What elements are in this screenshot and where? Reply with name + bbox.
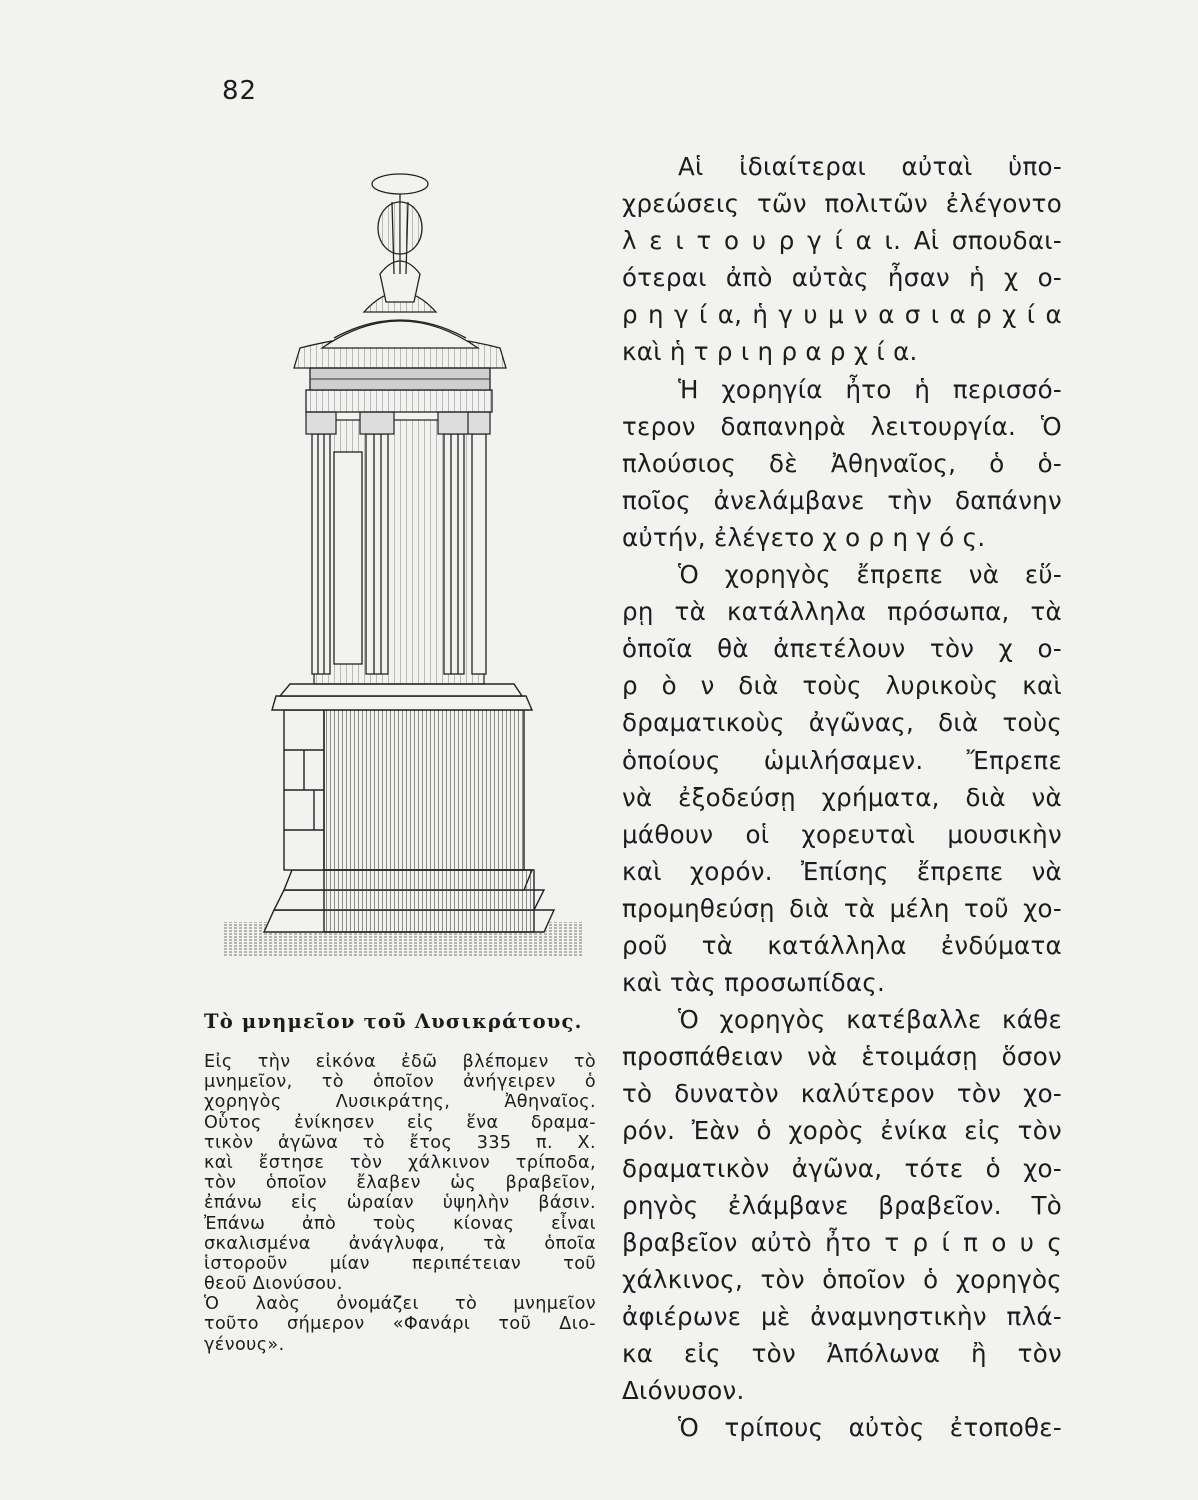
body-line: ρόν. Ἐὰν ὁ χορὸς ἐνίκα εἰς τὸν — [622, 1116, 1062, 1146]
acroterion — [364, 174, 436, 312]
body-line: δραματικοὺς ἀγῶνας, διὰ τοὺς — [622, 708, 1062, 738]
body-line: χάλκινος, τὸν ὁποῖον ὁ χορηγὸς — [622, 1264, 1062, 1294]
body-line: Ὁ χορηγὸς κατέβαλλε κάθε — [678, 1005, 1062, 1035]
caption-line: ἐπάνω εἰς ὡραίαν ὑψηλὴν βάσιν. — [204, 1193, 596, 1214]
caption-line: χορηγὸς Λυσικράτης, Ἀθηναῖος. — [204, 1092, 596, 1113]
body-line: Αἱ ἰδιαίτεραι αὐταὶ ὑπο- — [678, 152, 1062, 181]
body-line: νὰ ἐξοδεύσῃ χρήματα, διὰ νὰ — [622, 782, 1062, 812]
body-line: καὶ χορόν. Ἐπίσης ἔπρεπε νὰ — [622, 856, 1062, 886]
body-line: Διόνυσον. — [622, 1376, 745, 1406]
body-line: ποῖος ἀνελάμβανε τὴν δαπάνην — [622, 485, 1062, 515]
caption-line: τικὸν ἀγῶνα τὸ ἔτος 335 π. Χ. — [204, 1132, 596, 1153]
figure-caption-title: Τὸ μνημεῖον τοῦ Λυσικράτους. — [204, 1010, 583, 1033]
pedestal — [284, 710, 524, 870]
body-line: ρῃ τὰ κατάλληλα πρόσωπα, τὰ — [622, 597, 1062, 627]
caption-line: γένους». — [204, 1334, 285, 1355]
body-line: λ ε ι τ ο υ ρ γ ί α ι. Αἱ σπουδαι- — [622, 226, 1062, 256]
body-line: ὁποῖα θὰ ἀπετέλουν τὸν χ ο- — [622, 634, 1062, 664]
figure-caption-body — [204, 1052, 596, 1355]
roof — [294, 320, 506, 368]
body-text — [622, 148, 1062, 1446]
frieze — [306, 368, 492, 412]
body-line: ρηγὸς ἐλάμβανε βραβεῖον. Τὸ — [622, 1190, 1062, 1220]
body-line: βραβεῖον αὐτὸ ἦτο τ ρ ί π ο υ ς — [622, 1227, 1062, 1257]
caption-line: ἱστοροῦν μίαν περιπέτειαν τοῦ — [204, 1253, 596, 1274]
caption-line: Εἰς τὴν εἰκόνα ἐδῶ βλέπομεν τὸ — [204, 1052, 596, 1072]
body-line: Ὁ χορηγὸς ἔπρεπε νὰ εὕ- — [678, 560, 1062, 590]
body-line: ροῦ τὰ κατάλληλα ἐνδύματα — [622, 930, 1062, 960]
body-line: προσπάθειαν νὰ ἑτοιμάσῃ ὅσον — [622, 1042, 1062, 1072]
body-line: ότεραι ἀπὸ αὐτὰς ἦσαν ἡ χ ο- — [622, 263, 1062, 293]
body-line: τὸ δυνατὸν καλύτερον τὸν χο- — [622, 1079, 1062, 1109]
body-line: καὶ ἡ τ ρ ι η ρ α ρ χ ί α. — [622, 337, 918, 367]
body-line: προμηθεύσῃ διὰ τὰ μέλη τοῦ χο- — [622, 893, 1062, 923]
body-line: χρεώσεις τῶν πολιτῶν ἐλέγοντο — [622, 189, 1062, 219]
body-line: καὶ τὰς προσωπίδας. — [622, 968, 886, 998]
caption-line: καὶ ἔστησε τὸν χάλκινον τρίποδα, — [204, 1152, 596, 1173]
caption-line: σκαλισμένα ἀνάγλυφα, τὰ ὁποῖα — [204, 1233, 596, 1254]
body-line: ἀφιέρωνε μὲ ἀναμνηστικὴν πλά- — [622, 1301, 1062, 1331]
caption-line: θεοῦ Διονύσου. — [204, 1274, 343, 1295]
pedestal-cornice — [272, 684, 532, 710]
body-line: δραματικὸν ἀγῶνα, τότε ὁ χο- — [622, 1153, 1062, 1183]
monument-illustration — [214, 162, 596, 982]
caption-line: Οὗτος ἐνίκησεν εἰς ἕνα δραμα- — [204, 1112, 596, 1133]
body-line: ρ η γ ί α, ἡ γ υ μ ν α σ ι α ρ χ ί α — [622, 300, 1062, 330]
caption-line: Ἐπάνω ἀπὸ τοὺς κίονας εἶναι — [204, 1213, 596, 1234]
body-line: Ὁ τρίπους αὐτὸς ἐτοποθε- — [678, 1413, 1062, 1443]
body-line: πλούσιος δὲ Ἀθηναῖος, ὁ ὁ- — [622, 448, 1062, 478]
body-line: τερον δαπανηρὰ λειτουργία. Ὁ — [622, 411, 1062, 441]
caption-line: τοῦτο σήμερον «Φανάρι τοῦ Διο- — [204, 1314, 596, 1335]
body-line: ρ ὸ ν διὰ τοὺς λυρικοὺς καὶ — [622, 671, 1062, 701]
caption-line: τὸν ὁποῖον ἔλαβεν ὡς βραβεῖον, — [204, 1173, 596, 1194]
base-steps — [264, 870, 554, 932]
caption-line: μνημεῖον, τὸ ὁποῖον ἀνήγειρεν ὁ — [204, 1072, 596, 1093]
page-number: 82 — [222, 76, 258, 106]
body-line: αὐτήν, ἐλέγετο χ ο ρ η γ ό ς. — [622, 522, 986, 552]
body-line: ὁποίους ὡμιλήσαμεν. Ἔπρεπε — [622, 745, 1062, 775]
caption-line: Ὁ λαὸς ὀνομάζει τὸ μνημεῖον — [204, 1294, 596, 1315]
body-line: κα εἰς τὸν Ἀπόλωνα ἢ τὸν — [622, 1339, 1062, 1368]
body-line: Ἡ χορηγία ἦτο ἡ περισσό- — [678, 374, 1062, 404]
body-line: μάθουν οἱ χορευταὶ μουσικὴν — [622, 819, 1062, 849]
